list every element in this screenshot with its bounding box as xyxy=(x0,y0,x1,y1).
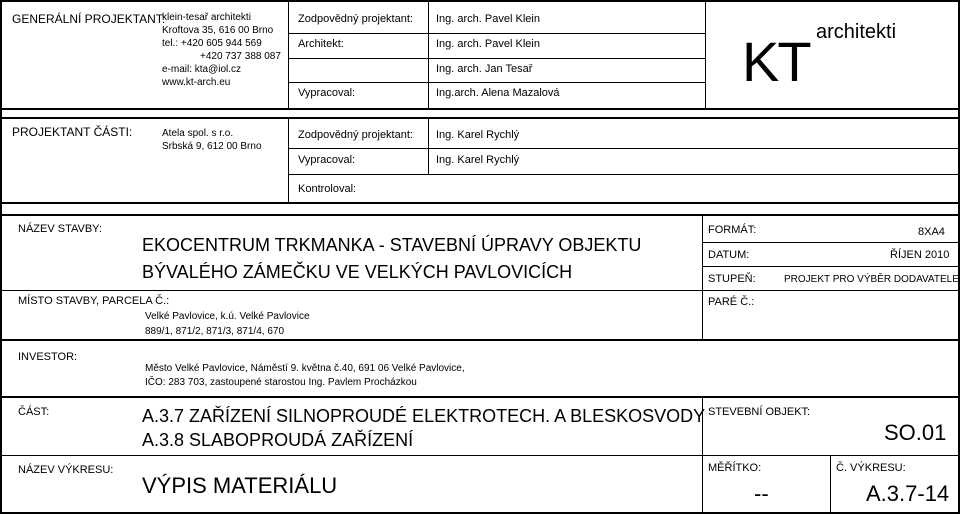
copy-label: PARÉ Č.: xyxy=(708,296,755,308)
kt-logo-subtitle: architekti xyxy=(816,21,897,43)
divider-meta xyxy=(702,214,703,339)
format-label: FORMÁT: xyxy=(708,224,757,236)
general-address-line-2: Kroftova 35, 616 00 Brno xyxy=(162,25,274,36)
drawing-name-label: NÁZEV VÝKRESU: xyxy=(18,464,114,476)
divider-part-1 xyxy=(288,117,289,202)
meta-row-3 xyxy=(0,290,960,291)
stage-label: STUPEŇ: xyxy=(708,273,756,285)
investor-bottom xyxy=(0,396,960,398)
number-label: Č. VÝKRESU: xyxy=(836,462,906,474)
role-label-1: Zodpovědný projektant: xyxy=(298,13,413,25)
date-label: DATUM: xyxy=(708,249,750,261)
header-row-3 xyxy=(288,82,705,83)
scale-label: MĚŘÍTKO: xyxy=(708,462,762,474)
stage-value: PROJEKT PRO VÝBĚR DODAVATELE xyxy=(784,274,959,285)
divider-header-3 xyxy=(705,0,706,108)
divider-header-1 xyxy=(288,0,289,108)
number-value: A.3.7-14 xyxy=(866,481,950,506)
place-line-1: Velké Pavlovice, k.ú. Velké Pavlovice xyxy=(145,311,310,322)
place-label: MÍSTO STAVBY, PARCELA Č.: xyxy=(18,295,170,307)
place-bottom xyxy=(0,339,960,341)
general-address-line-3: tel.: +420 605 944 569 xyxy=(162,38,262,49)
general-address-line-1: klein-tesař architekti xyxy=(162,12,251,23)
border-top xyxy=(0,0,960,2)
role-label-4: Vypracoval: xyxy=(298,87,356,99)
building-name-label: NÁZEV STAVBY: xyxy=(18,223,102,235)
part-row-2 xyxy=(288,174,960,175)
divider-number xyxy=(830,455,831,514)
part-role-label-1: Zodpovědný projektant: xyxy=(298,129,413,141)
role-value-2: Ing. arch. Pavel Klein xyxy=(436,38,540,50)
investor-line-2: IČO: 283 703, zastoupené starostou Ing. Pavlem Procházkou xyxy=(145,377,417,388)
date-value: ŘÍJEN 2010 xyxy=(890,249,950,261)
role-label-2: Architekt: xyxy=(298,38,344,50)
format-value: 8XA4 xyxy=(918,226,945,238)
object-value: SO.01 xyxy=(884,420,947,445)
drawing-part-line-1: A.3.7 ZAŘÍZENÍ SILNOPROUDÉ ELEKTROTECH. A BLESKOSVODY xyxy=(142,406,706,426)
general-address-line-5: e-mail: kta@iol.cz xyxy=(162,64,242,75)
role-value-4: Ing.arch. Alena Mazalová xyxy=(436,87,560,99)
drawing-part-line-2: A.3.8 SLABOPROUDÁ ZAŘÍZENÍ xyxy=(142,430,414,450)
header-bottom xyxy=(0,108,960,110)
general-address-line-4: +420 737 388 087 xyxy=(200,51,281,62)
meta-row-2 xyxy=(702,266,960,267)
general-designer-label: GENERÁLNÍ PROJEKTANT: xyxy=(12,12,166,26)
investor-label: INVESTOR: xyxy=(18,351,78,363)
part-role-value-2: Ing. Karel Rychlý xyxy=(436,154,520,166)
building-top xyxy=(0,214,960,216)
building-name-line-1: EKOCENTRUM TRKMANKA - STAVEBNÍ ÚPRAVY OBJEKTU xyxy=(142,235,642,255)
divider-header-2 xyxy=(428,0,429,108)
general-address-line-6: www.kt-arch.eu xyxy=(162,77,231,88)
investor-line-1: Město Velké Pavlovice, Náměstí 9. května č.40, 691 06 Velké Pavlovice, xyxy=(145,363,465,374)
role-value-1: Ing. arch. Pavel Klein xyxy=(436,13,540,25)
header-row-1 xyxy=(288,33,705,34)
scale-value: -- xyxy=(754,481,769,506)
building-name-line-2: BÝVALÉHO ZÁMEČKU VE VELKÝCH PAVLOVICÍCH xyxy=(142,262,573,282)
part-bottom xyxy=(0,202,960,204)
part-role-label-2: Vypracoval: xyxy=(298,154,356,166)
header-row-2 xyxy=(288,58,705,59)
drawing-row xyxy=(0,455,960,456)
part-designer-label: PROJEKTANT ČÁSTI: xyxy=(12,125,133,139)
part-role-label-3: Kontroloval: xyxy=(298,183,357,195)
border-left xyxy=(0,0,2,514)
drawing-part-label: ČÁST: xyxy=(18,406,50,418)
meta-row-1 xyxy=(702,242,960,243)
drawing-name-value: VÝPIS MATERIÁLU xyxy=(142,473,338,498)
divider-part-2 xyxy=(428,117,429,174)
part-company-line-1: Atela spol. s r.o. xyxy=(162,128,234,139)
part-company-line-2: Srbská 9, 612 00 Brno xyxy=(162,141,262,152)
role-value-3: Ing. arch. Jan Tesař xyxy=(436,63,533,75)
kt-logo: KT xyxy=(742,30,810,93)
part-role-value-1: Ing. Karel Rychlý xyxy=(436,129,520,141)
part-row-1 xyxy=(288,148,960,149)
part-top xyxy=(0,117,960,119)
place-line-2: 889/1, 871/2, 871/3, 871/4, 670 xyxy=(145,326,285,337)
object-label: STEVEBNÍ OBJEKT: xyxy=(708,406,811,418)
